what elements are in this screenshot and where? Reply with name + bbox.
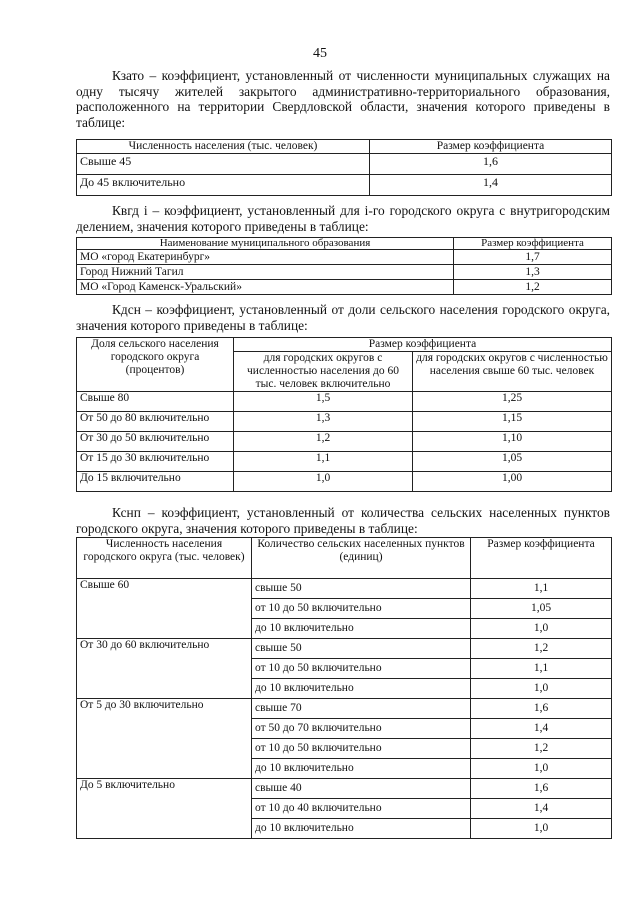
table-row xyxy=(77,265,612,280)
table-row xyxy=(77,699,612,719)
table-header: Размер коэффициента xyxy=(370,140,612,154)
table-cell-population: От 5 до 30 включительно xyxy=(77,699,252,779)
table-cell: 1,6 xyxy=(370,154,612,175)
table-cell: До 15 включительно xyxy=(77,472,234,492)
table-row xyxy=(77,250,612,265)
table-cell: от 10 до 40 включительно xyxy=(252,799,471,819)
table-ksnp xyxy=(76,537,612,839)
table-cell: 1,05 xyxy=(471,599,612,619)
table-cell: свыше 50 xyxy=(252,579,471,599)
table-cell: 1,4 xyxy=(471,799,612,819)
table-cell: 1,1 xyxy=(234,452,413,472)
table-header: Размер коэффициента xyxy=(471,538,612,579)
table-cell: 1,0 xyxy=(471,819,612,839)
table-row xyxy=(77,579,612,599)
table-header: Численность населения городского округа (тыс. человек) xyxy=(77,538,252,579)
table-cell: От 30 до 50 включительно xyxy=(77,432,234,452)
table-cell: Свыше 80 xyxy=(77,392,234,412)
table-cell: 1,1 xyxy=(471,659,612,679)
table-header: Наименование муниципального образования xyxy=(77,238,454,250)
paragraph-kdsn: Кдсн – коэффициент, установленный от доли сельского населения городского округа, значения которого приведены в таблице: xyxy=(76,302,610,333)
table-kvgd xyxy=(76,237,612,295)
table-cell: 1,4 xyxy=(370,175,612,196)
table-cell: 1,2 xyxy=(234,432,413,452)
table-cell: 1,15 xyxy=(413,412,612,432)
table-cell: 1,3 xyxy=(454,265,612,280)
table-cell: свыше 40 xyxy=(252,779,471,799)
table-cell: МО «Город Каменск-Уральский» xyxy=(77,280,454,295)
table-kdsn xyxy=(76,337,612,492)
table-cell-population: От 30 до 60 включительно xyxy=(77,639,252,699)
table-header: Размер коэффициента xyxy=(454,238,612,250)
table-row xyxy=(77,432,612,452)
page-number: 45 xyxy=(313,46,327,61)
table-cell: 1,0 xyxy=(471,759,612,779)
table-cell: от 10 до 50 включительно xyxy=(252,739,471,759)
table-row xyxy=(77,154,612,175)
table-cell: 1,3 xyxy=(234,412,413,432)
table-cell: 1,05 xyxy=(413,452,612,472)
table-cell: от 10 до 50 включительно xyxy=(252,659,471,679)
table-cell: 1,6 xyxy=(471,779,612,799)
table-cell: 1,0 xyxy=(234,472,413,492)
table-cell: 1,2 xyxy=(471,739,612,759)
table-row xyxy=(77,639,612,659)
table-header-group: Размер коэффициента xyxy=(234,338,612,352)
table-cell: до 10 включительно xyxy=(252,619,471,639)
table-cell: свыше 70 xyxy=(252,699,471,719)
table-cell: до 10 включительно xyxy=(252,759,471,779)
table-cell: свыше 50 xyxy=(252,639,471,659)
paragraph-ksnp: Кснп – коэффициент, установленный от количества сельских населенных пунктов городского округа, значения которого приведены в таблице: xyxy=(76,505,610,536)
table-cell: От 15 до 30 включительно xyxy=(77,452,234,472)
table-cell: 1,00 xyxy=(413,472,612,492)
table-row xyxy=(77,412,612,432)
table-cell: От 50 до 80 включительно xyxy=(77,412,234,432)
table-header: Доля сельского населения городского округа (процентов) xyxy=(77,338,234,392)
table-cell: 1,7 xyxy=(454,250,612,265)
table-row xyxy=(77,280,612,295)
table-kzato xyxy=(76,139,612,196)
table-cell: МО «город Екатеринбург» xyxy=(77,250,454,265)
table-cell: 1,4 xyxy=(471,719,612,739)
table-header: для городских округов с численностью населения свыше 60 тыс. человек xyxy=(413,352,612,392)
table-cell: 1,0 xyxy=(471,619,612,639)
table-header: Численность населения (тыс. человек) xyxy=(77,140,370,154)
table-cell: 1,10 xyxy=(413,432,612,452)
table-cell: Город Нижний Тагил xyxy=(77,265,454,280)
table-cell: 1,2 xyxy=(471,639,612,659)
table-cell: до 10 включительно xyxy=(252,679,471,699)
table-cell: 1,25 xyxy=(413,392,612,412)
table-cell-population: Свыше 60 xyxy=(77,579,252,639)
table-cell: Свыше 45 xyxy=(77,154,370,175)
table-cell: 1,2 xyxy=(454,280,612,295)
table-cell: до 10 включительно xyxy=(252,819,471,839)
table-cell: от 10 до 50 включительно xyxy=(252,599,471,619)
table-cell-population: До 5 включительно xyxy=(77,779,252,839)
table-header: Количество сельских населенных пунктов (единиц) xyxy=(252,538,471,579)
table-row xyxy=(77,175,612,196)
paragraph-kvgd: Квгд i – коэффициент, установленный для i-го городского округа с внутригородским делением, значения которого приведены в таблице: xyxy=(76,203,610,234)
paragraph-kzato: Кзато – коэффициент, установленный от численности муниципальных служащих на одну тысячу жителей закрытого административно-территориального образования, расположенного на территории Свердловской области, значения которого приведены в таблице: xyxy=(76,68,610,130)
table-cell: от 50 до 70 включительно xyxy=(252,719,471,739)
table-cell: 1,1 xyxy=(471,579,612,599)
table-cell: 1,6 xyxy=(471,699,612,719)
table-row xyxy=(77,392,612,412)
table-cell: До 45 включительно xyxy=(77,175,370,196)
table-cell: 1,0 xyxy=(471,679,612,699)
table-header: для городских округов с численностью населения до 60 тыс. человек включительно xyxy=(234,352,413,392)
table-row xyxy=(77,452,612,472)
table-row xyxy=(77,779,612,799)
table-row xyxy=(77,472,612,492)
table-cell: 1,5 xyxy=(234,392,413,412)
